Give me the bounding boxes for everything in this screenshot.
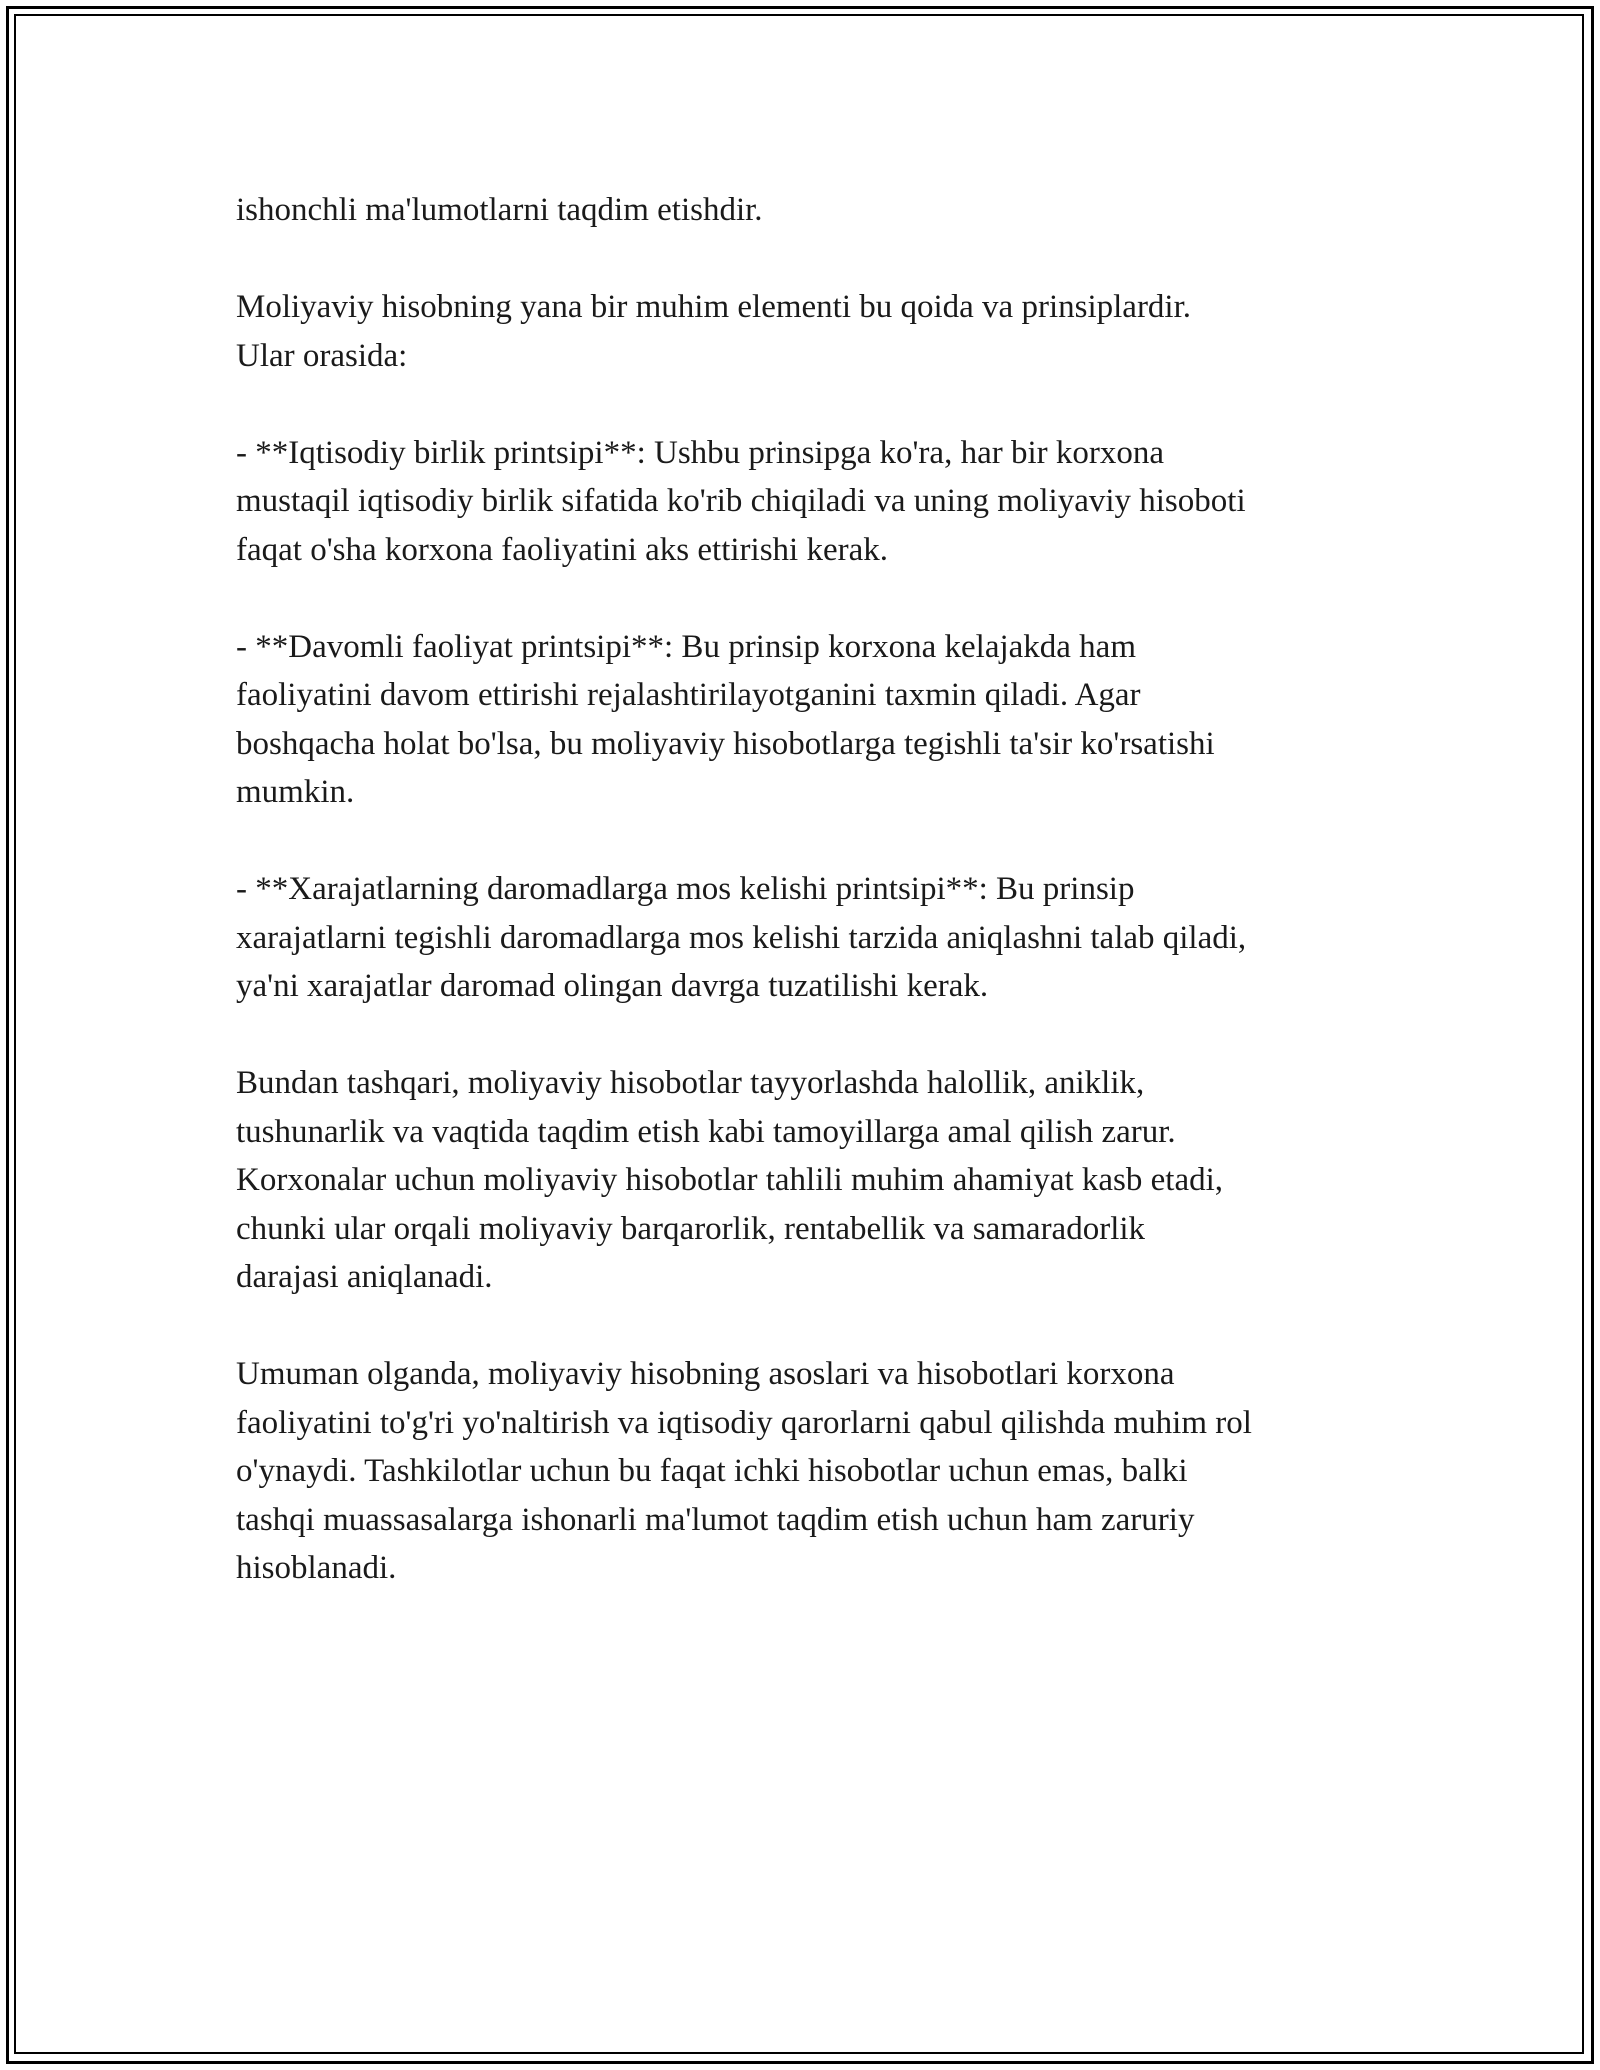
list-item-matching-line-2: xarajatlarni tegishli daromadlarga mos kelishi tarzida aniqlashni talab qiladi,	[236, 919, 1247, 956]
list-item-economic-entity-line-3: faqat o'sha korxona faoliyatini aks ettirishi kerak.	[236, 531, 888, 568]
paragraph-conclusion-line-2: faoliyatini to'g'ri yo'naltirish va iqtisodiy qarorlarni qabul qilishda muhim rol	[236, 1404, 1252, 1441]
list-item-going-concern	[236, 623, 1386, 817]
list-item-going-concern-line-4: mumkin.	[236, 774, 355, 810]
list-item-matching-line-1: - **Xarajatlarning daromadlarga mos kelishi printsipi**: Bu prinsip	[236, 871, 1135, 907]
list-item-economic-entity-line-1: - **Iqtisodiy birlik printsipi**: Ushbu prinsipga ko'ra, har bir korxona	[236, 434, 1164, 471]
list-item-going-concern-line-2: faoliyatini davom ettirishi rejalashtirilayotganini taxmin qiladi. Agar	[236, 677, 1141, 713]
list-item-matching-line-3: ya'ni xarajatlar daromad olingan davrga tuzatilishi kerak.	[236, 968, 989, 1004]
paragraph-1	[236, 186, 1386, 235]
paragraph-conclusion-line-4: tashqi muassasalarga ishonarli ma'lumot taqdim etish uchun ham zaruriy	[236, 1501, 1195, 1538]
paragraph-additional-principles-line-2: tushunarlik va vaqtida taqdim etish kabi tamoyillarga amal qilish zarur.	[236, 1113, 1176, 1150]
paragraph-conclusion	[236, 1350, 1386, 1593]
paragraph-additional-principles-line-5: darajasi aniqlanadi.	[236, 1259, 493, 1295]
paragraph-conclusion-line-5: hisoblanadi.	[236, 1550, 397, 1586]
paragraph-2-line-1: Moliyaviy hisobning yana bir muhim elementi bu qoida va prinsiplardir.	[236, 289, 1192, 325]
list-item-going-concern-line-3: boshqacha holat bo'lsa, bu moliyaviy hisobotlarga tegishli ta'sir ko'rsatishi	[236, 725, 1215, 762]
paragraph-conclusion-line-3: o'ynaydi. Tashkilotlar uchun bu faqat ichki hisobotlar uchun emas, balki	[236, 1453, 1188, 1489]
paragraph-2	[236, 283, 1386, 380]
paragraph-additional-principles-line-3: Korxonalar uchun moliyaviy hisobotlar tahlili muhim ahamiyat kasb etadi,	[236, 1162, 1224, 1198]
paragraph-additional-principles-line-4: chunki ular orqali moliyaviy barqarorlik, rentabellik va samaradorlik	[236, 1210, 1146, 1247]
paragraph-1-line-1: ishonchli ma'lumotlarni taqdim etishdir.	[236, 192, 763, 228]
list-item-economic-entity-line-2: mustaqil iqtisodiy birlik sifatida ko'rib chiqiladi va uning moliyaviy hisoboti	[236, 483, 1246, 519]
document-body	[236, 186, 1386, 1641]
list-item-economic-entity	[236, 429, 1386, 575]
paragraph-2-line-2: Ular orasida:	[236, 337, 408, 374]
paragraph-conclusion-line-1: Umuman olganda, moliyaviy hisobning asoslari va hisobotlari korxona	[236, 1356, 1175, 1392]
paragraph-additional-principles-line-1: Bundan tashqari, moliyaviy hisobotlar tayyorlashda halollik, aniklik,	[236, 1065, 1145, 1101]
list-item-matching	[236, 865, 1386, 1011]
list-item-going-concern-line-1: - **Davomli faoliyat printsipi**: Bu prinsip korxona kelajakda ham	[236, 628, 1136, 665]
paragraph-additional-principles	[236, 1059, 1386, 1302]
